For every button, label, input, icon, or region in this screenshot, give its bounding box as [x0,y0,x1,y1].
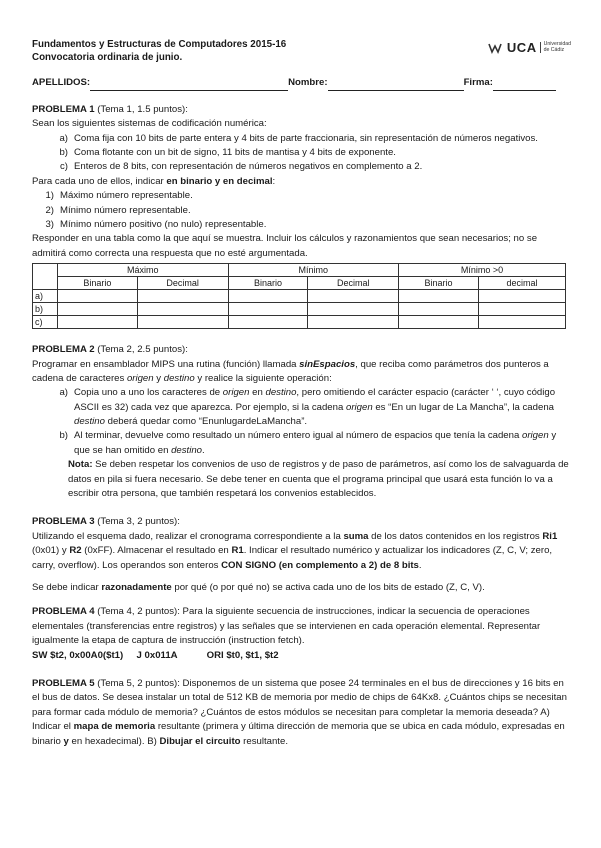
problem-1-instructions: Responder en una tabla como la que aquí se muestra. Incluir los cálculos y razonamientos que sean necesarios; no se admitirá como correcta una respuesta que no esté argumentada. [32,233,538,259]
table-header: Decimal [137,277,228,290]
list-item: 1) Máximo número representable. [45,190,193,202]
problem-1-systems [32,132,572,175]
problem-4-instructions [32,649,572,663]
table-header: Binario [228,277,308,290]
table-row: a) [33,290,566,303]
course-title: Fundamentos y Estructuras de Computadores 2015-16 [32,39,287,50]
table-header: Mínimo [228,264,399,277]
problem-2-intro: Programar en ensamblador MIPS una rutina (función) llamada sinEspacios, que reciba como parámetros dos punteros a cadena de caracteres origen y destino y realice la siguiente operación: [32,358,549,384]
table-row: c) [33,316,566,329]
problem-1-intro: Sean los siguientes sistemas de codificación numérica: [32,118,267,130]
firma-line[interactable] [493,80,556,91]
instruction-j: J 0x011A [136,649,178,661]
table-corner [33,264,58,290]
student-fields [32,76,572,90]
problem-1-heading: PROBLEMA 1 (Tema 1, 1.5 puntos): [32,103,188,115]
table-header: Mínimo >0 [399,264,566,277]
problem-4-block: PROBLEMA 4 (Tema 4, 2 puntos): Para la siguiente secuencia de instrucciones, indicar la secuencia de operaciones elementales (transferencias entre registros) y las señales que se intervienen en cada operación elemental. Representar igualmente la etapa de captura de instrucción (instruction fetch). [32,606,541,647]
logo-subtitle: Universidad de Cádiz [540,42,571,53]
problem-2-heading: PROBLEMA 2 (Tema 2, 2.5 puntos): [32,344,188,356]
problem-2-steps [32,386,572,501]
list-item: 2) Mínimo número representable. [45,204,191,216]
list-item: a) Coma fija con 10 bits de parte entera y 4 bits de parte fraccionaria, sin representación de números negativos. [59,132,538,144]
instruction-sw: SW $t2, 0x00A0($t1) [32,649,124,661]
table-header: decimal [478,277,565,290]
firma-label: Firma: [463,77,493,89]
list-item: b) Coma flotante con un bit de signo, 11 bits de mantisa y 4 bits de exponente. [59,147,396,158]
problem-3-reasoning: Se debe indicar razonadamente por qué (o por qué no) se activa cada uno de los bits de estado (Z, C, V). [32,581,485,593]
problem-5-block: PROBLEMA 5 (Tema 5, 2 puntos): Disponemos de un sistema que posee 24 terminales en el bus de direcciones y 16 bits en el bus de datos. Se desea instalar un total de 512 KB de memoria por medio de chips de 64Kx8. ¿Cuántos chips se necesitan para formar cada módulo de memoria? ¿Cuántos de estos módulos se necesitan para completar la memoria deseada? A) Indicar el mapa de memoria resultante (primera y última dirección de memoria que se ubica en cada módulo, expresadas en binario y en hexadecimal). B) Dibujar el circuito resultante. [32,677,567,747]
problem-3-text: Utilizando el esquema dado, realizar el cronograma correspondiente a la suma de los datos contenidos en los registros Ri1 (0x01) y R2 (0xFF). Almacenar el resultado en R1. Indicar el resultado numérico y actualizar los indicadores (Z, C, V; zero, carry, overflow). Los operandos son enteros CON SIGNO (en complemento a 2) de 8 bits. [32,530,558,571]
list-item: a) Copia uno a uno los caracteres de origen en destino, pero omitiendo el carácter espacio (carácter ‘ ‘, cuyo código ASCII es 32) cada vez que aparezca. Por ejemplo, si la cadena origen es “En un lugar de La Mancha”, la cadena destino deberá quedar como “EnunlugardeLaMancha”. [59,387,556,428]
list-item: 3) Mínimo número positivo (no nulo) representable. [45,218,267,230]
problem-1-items [32,189,572,232]
exam-session: Convocatoria ordinaria de junio. [32,52,183,64]
instruction-ori: ORI $t0, $t1, $t2 [206,649,279,661]
nombre-label: Nombre: [288,77,328,89]
nombre-line[interactable] [328,80,464,91]
exam-page [32,38,572,749]
problem-1-ask: Para cada uno de ellos, indicar en binario y en decimal: [32,175,276,187]
table-header: Máximo [58,264,229,277]
problem-2-note: Nota: Se deben respetar los convenios de uso de registros y de paso de parámetros, así como los de salvaguarda de datos en pila si fuera necesario. Se debe tener en cuenta que el programa principal que usará esta función lo va a escribir otra persona, que también respetará los convenios establecidos. [68,459,569,500]
problem-3-heading: PROBLEMA 3 (Tema 3, 2 puntos): [32,516,180,528]
logo-text: UCA [506,40,537,55]
table-header: Decimal [308,277,399,290]
list-item: b) Al terminar, devuelve como resultado un número entero igual al número de espacios que tenía la cadena origen y que se han omitido en destino. [59,430,557,456]
apellidos-line[interactable] [90,80,288,91]
table-row: b) [33,303,566,316]
answer-table [32,263,566,329]
list-item: c) Enteros de 8 bits, con representación de números negativos en complemento a 2. [60,161,423,173]
table-header: Binario [58,277,138,290]
apellidos-label: APELLIDOS: [32,77,91,89]
table-header: Binario [399,277,479,290]
